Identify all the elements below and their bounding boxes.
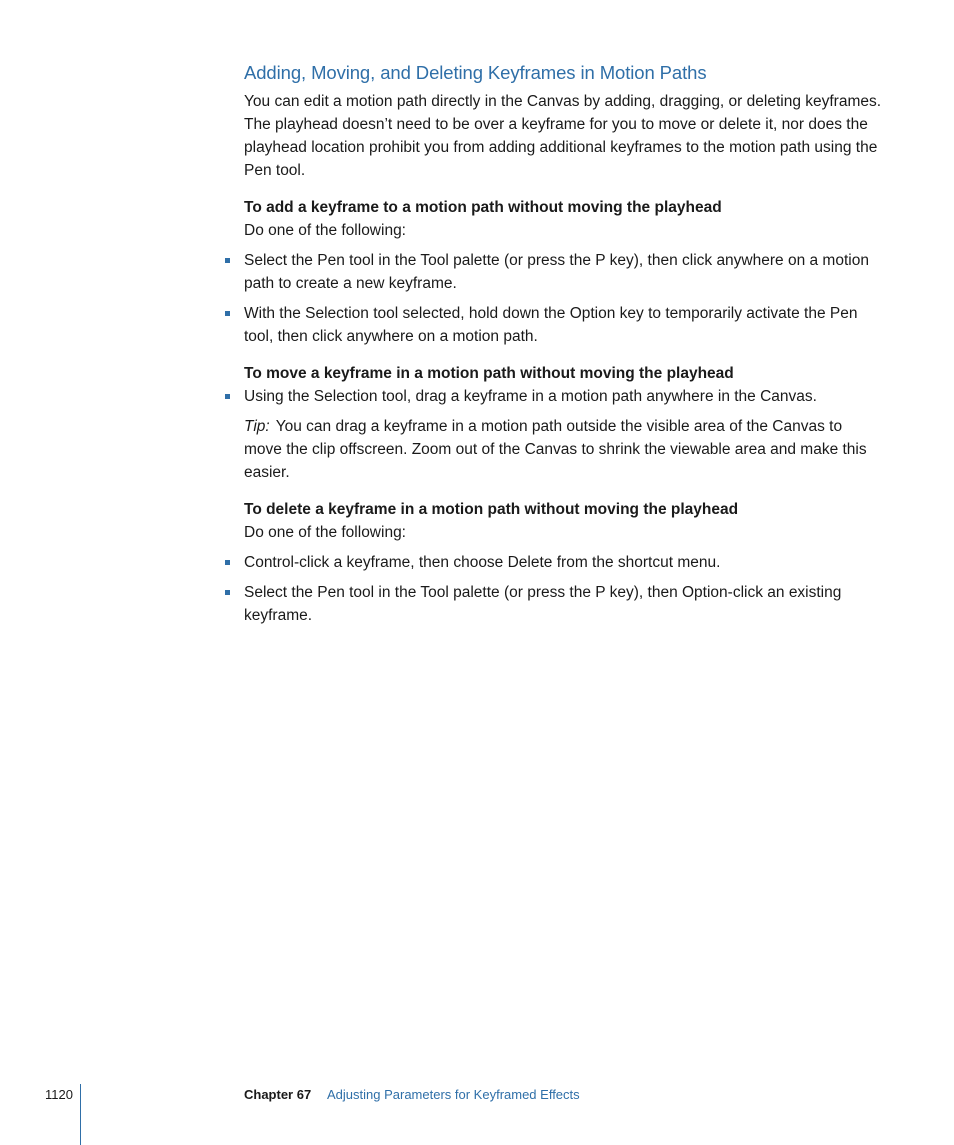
bullet-square-icon <box>225 258 230 263</box>
footer-chapter: Chapter 67 <box>244 1087 312 1102</box>
list-item-text: Select the Pen tool in the Tool palette (or press the P key), then click anywhere on a motion path to create a new keyframe. <box>244 252 869 292</box>
bullet-square-icon <box>225 590 230 595</box>
section-title: Adding, Moving, and Deleting Keyframes in Motion Paths <box>244 62 707 83</box>
task-heading-delete: To delete a keyframe in a motion path without moving the playhead <box>244 501 739 518</box>
footer-chapter-title: Adjusting Parameters for Keyframed Effects <box>327 1087 580 1102</box>
bullet-square-icon <box>225 394 230 399</box>
bullet-square-icon <box>225 560 230 565</box>
bullet-list-move <box>244 385 884 408</box>
tip-label: Tip: <box>244 418 270 435</box>
task-lead-delete: Do one of the following: <box>244 524 406 541</box>
footer-divider <box>80 1084 81 1145</box>
bullet-list-delete <box>244 551 884 627</box>
list-item <box>244 581 884 627</box>
task-heading-move: To move a keyframe in a motion path without moving the playhead <box>244 365 734 382</box>
list-item <box>244 385 884 408</box>
list-item <box>244 302 884 348</box>
list-item <box>244 249 884 295</box>
task-heading-add: To add a keyframe to a motion path without moving the playhead <box>244 199 722 216</box>
bullet-square-icon <box>225 311 230 316</box>
page-content <box>244 60 884 627</box>
page-number: 1120 <box>45 1087 73 1102</box>
task-lead-add: Do one of the following: <box>244 222 406 239</box>
section-intro: You can edit a motion path directly in the Canvas by adding, dragging, or deleting keyframes. The playhead doesn’t need to be over a keyframe for you to move or delete it, nor does the playhead location prohibit you from adding additional keyframes to the motion path using the Pen tool. <box>244 93 882 179</box>
list-item-text: Control-click a keyframe, then choose Delete from the shortcut menu. <box>244 554 721 571</box>
tip-text: You can drag a keyframe in a motion path outside the visible area of the Canvas to move the clip offscreen. Zoom out of the Canvas to shrink the viewable area and make this easier. <box>244 418 867 481</box>
bullet-list-add <box>244 249 884 348</box>
list-item <box>244 551 884 574</box>
tip-paragraph <box>244 415 884 484</box>
list-item-text: With the Selection tool selected, hold down the Option key to temporarily activate the Pen tool, then click anywhere on a motion path. <box>244 305 858 345</box>
list-item-text: Select the Pen tool in the Tool palette (or press the P key), then Option-click an existing keyframe. <box>244 584 842 624</box>
list-item-text: Using the Selection tool, drag a keyframe in a motion path anywhere in the Canvas. <box>244 388 817 405</box>
